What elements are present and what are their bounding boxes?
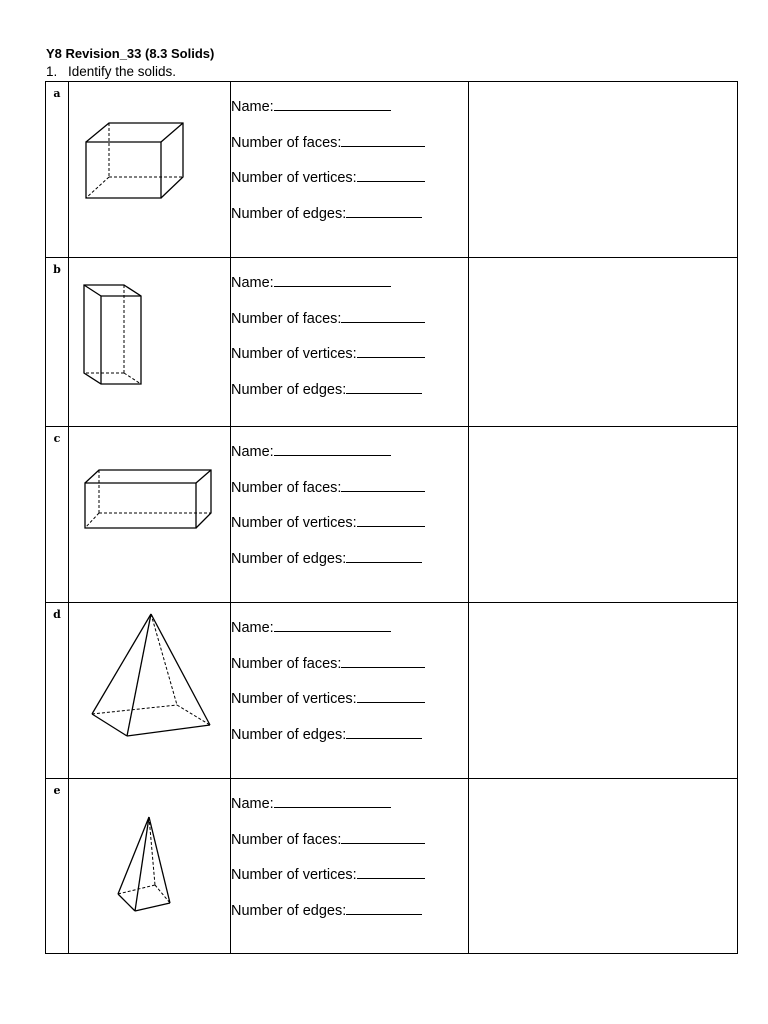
faces-field	[231, 654, 468, 690]
faces-field	[231, 478, 468, 514]
edges-field	[231, 549, 468, 585]
fields-cell	[231, 603, 469, 779]
edges-field	[231, 204, 468, 240]
table-row	[46, 603, 738, 779]
row-letter: b	[53, 263, 61, 276]
row-letter-cell	[46, 779, 69, 954]
row-letter-cell	[46, 603, 69, 779]
name-label: Name:	[231, 99, 274, 115]
name-label: Name:	[231, 796, 274, 812]
row-letter: c	[53, 432, 61, 445]
faces-blank[interactable]	[341, 654, 425, 668]
vertices-field	[231, 865, 468, 901]
vertices-label: Number of vertices:	[231, 170, 357, 186]
faces-label: Number of faces:	[231, 310, 342, 327]
edges-blank[interactable]	[346, 725, 422, 739]
edges-label: Number of edges:	[231, 550, 347, 567]
answer-cell[interactable]	[469, 82, 738, 258]
table-row	[46, 258, 738, 427]
name-blank[interactable]	[274, 273, 391, 287]
edges-label: Number of edges:	[231, 902, 347, 919]
fields-cell	[231, 427, 469, 603]
faces-blank[interactable]	[341, 830, 425, 844]
edges-field	[231, 380, 468, 416]
vertices-blank[interactable]	[357, 513, 425, 527]
row-letter: e	[53, 784, 61, 797]
vertices-blank[interactable]	[357, 865, 425, 879]
row-letter-cell	[46, 427, 69, 603]
row-letter-cell	[46, 82, 69, 258]
fields-cell	[231, 258, 469, 427]
row-letter: a	[53, 87, 61, 100]
name-field	[231, 618, 468, 654]
faces-blank[interactable]	[341, 309, 425, 323]
vertices-label: Number of vertices:	[231, 867, 357, 883]
answer-cell[interactable]	[469, 779, 738, 954]
name-label: Name:	[231, 275, 274, 291]
instruction-text: Identify the solids.	[68, 64, 177, 79]
tall-cuboid-icon	[69, 258, 230, 426]
edges-blank[interactable]	[346, 380, 422, 394]
faces-label: Number of faces:	[231, 655, 342, 672]
edges-field	[231, 725, 468, 761]
vertices-label: Number of vertices:	[231, 346, 357, 362]
vertices-blank[interactable]	[357, 168, 425, 182]
faces-field	[231, 830, 468, 866]
faces-blank[interactable]	[341, 133, 425, 147]
name-field	[231, 273, 468, 309]
edges-label: Number of edges:	[231, 205, 347, 222]
table-row	[46, 427, 738, 603]
vertices-blank[interactable]	[357, 689, 425, 703]
solid-picture-cell	[69, 82, 231, 258]
name-blank[interactable]	[274, 618, 391, 632]
edges-label: Number of edges:	[231, 726, 347, 743]
solid-picture-cell	[69, 258, 231, 427]
edges-blank[interactable]	[346, 901, 422, 915]
vertices-label: Number of vertices:	[231, 515, 357, 531]
fields-cell	[231, 82, 469, 258]
row-letter-cell	[46, 258, 69, 427]
tall-pyramid-icon	[69, 779, 230, 953]
faces-label: Number of faces:	[231, 479, 342, 496]
name-field	[231, 442, 468, 478]
long-cuboid-icon	[69, 427, 230, 602]
faces-label: Number of faces:	[231, 831, 342, 848]
faces-blank[interactable]	[341, 478, 425, 492]
name-label: Name:	[231, 444, 274, 460]
faces-label: Number of faces:	[231, 134, 342, 151]
edges-blank[interactable]	[346, 549, 422, 563]
instruction-number: 1.	[46, 64, 58, 79]
name-label: Name:	[231, 620, 274, 636]
solids-table	[45, 81, 738, 954]
answer-cell[interactable]	[469, 258, 738, 427]
vertices-field	[231, 513, 468, 549]
edges-field	[231, 901, 468, 937]
name-field	[231, 97, 468, 133]
solid-picture-cell	[69, 779, 231, 954]
solid-picture-cell	[69, 603, 231, 779]
vertices-label: Number of vertices:	[231, 691, 357, 707]
square-pyramid-icon	[69, 603, 230, 778]
fields-cell	[231, 779, 469, 954]
name-blank[interactable]	[274, 97, 391, 111]
faces-field	[231, 309, 468, 345]
answer-cell[interactable]	[469, 427, 738, 603]
name-blank[interactable]	[274, 794, 391, 808]
vertices-field	[231, 689, 468, 725]
table-row	[46, 779, 738, 954]
table-row	[46, 82, 738, 258]
name-field	[231, 794, 468, 830]
answer-cell[interactable]	[469, 603, 738, 779]
cube-icon	[69, 82, 230, 257]
instruction	[46, 64, 176, 79]
solid-picture-cell	[69, 427, 231, 603]
vertices-field	[231, 168, 468, 204]
vertices-blank[interactable]	[357, 344, 425, 358]
worksheet-title: Y8 Revision_33 (8.3 Solids)	[46, 46, 215, 61]
edges-label: Number of edges:	[231, 381, 347, 398]
edges-blank[interactable]	[346, 204, 422, 218]
vertices-field	[231, 344, 468, 380]
row-letter: d	[53, 608, 61, 621]
faces-field	[231, 133, 468, 169]
name-blank[interactable]	[274, 442, 391, 456]
